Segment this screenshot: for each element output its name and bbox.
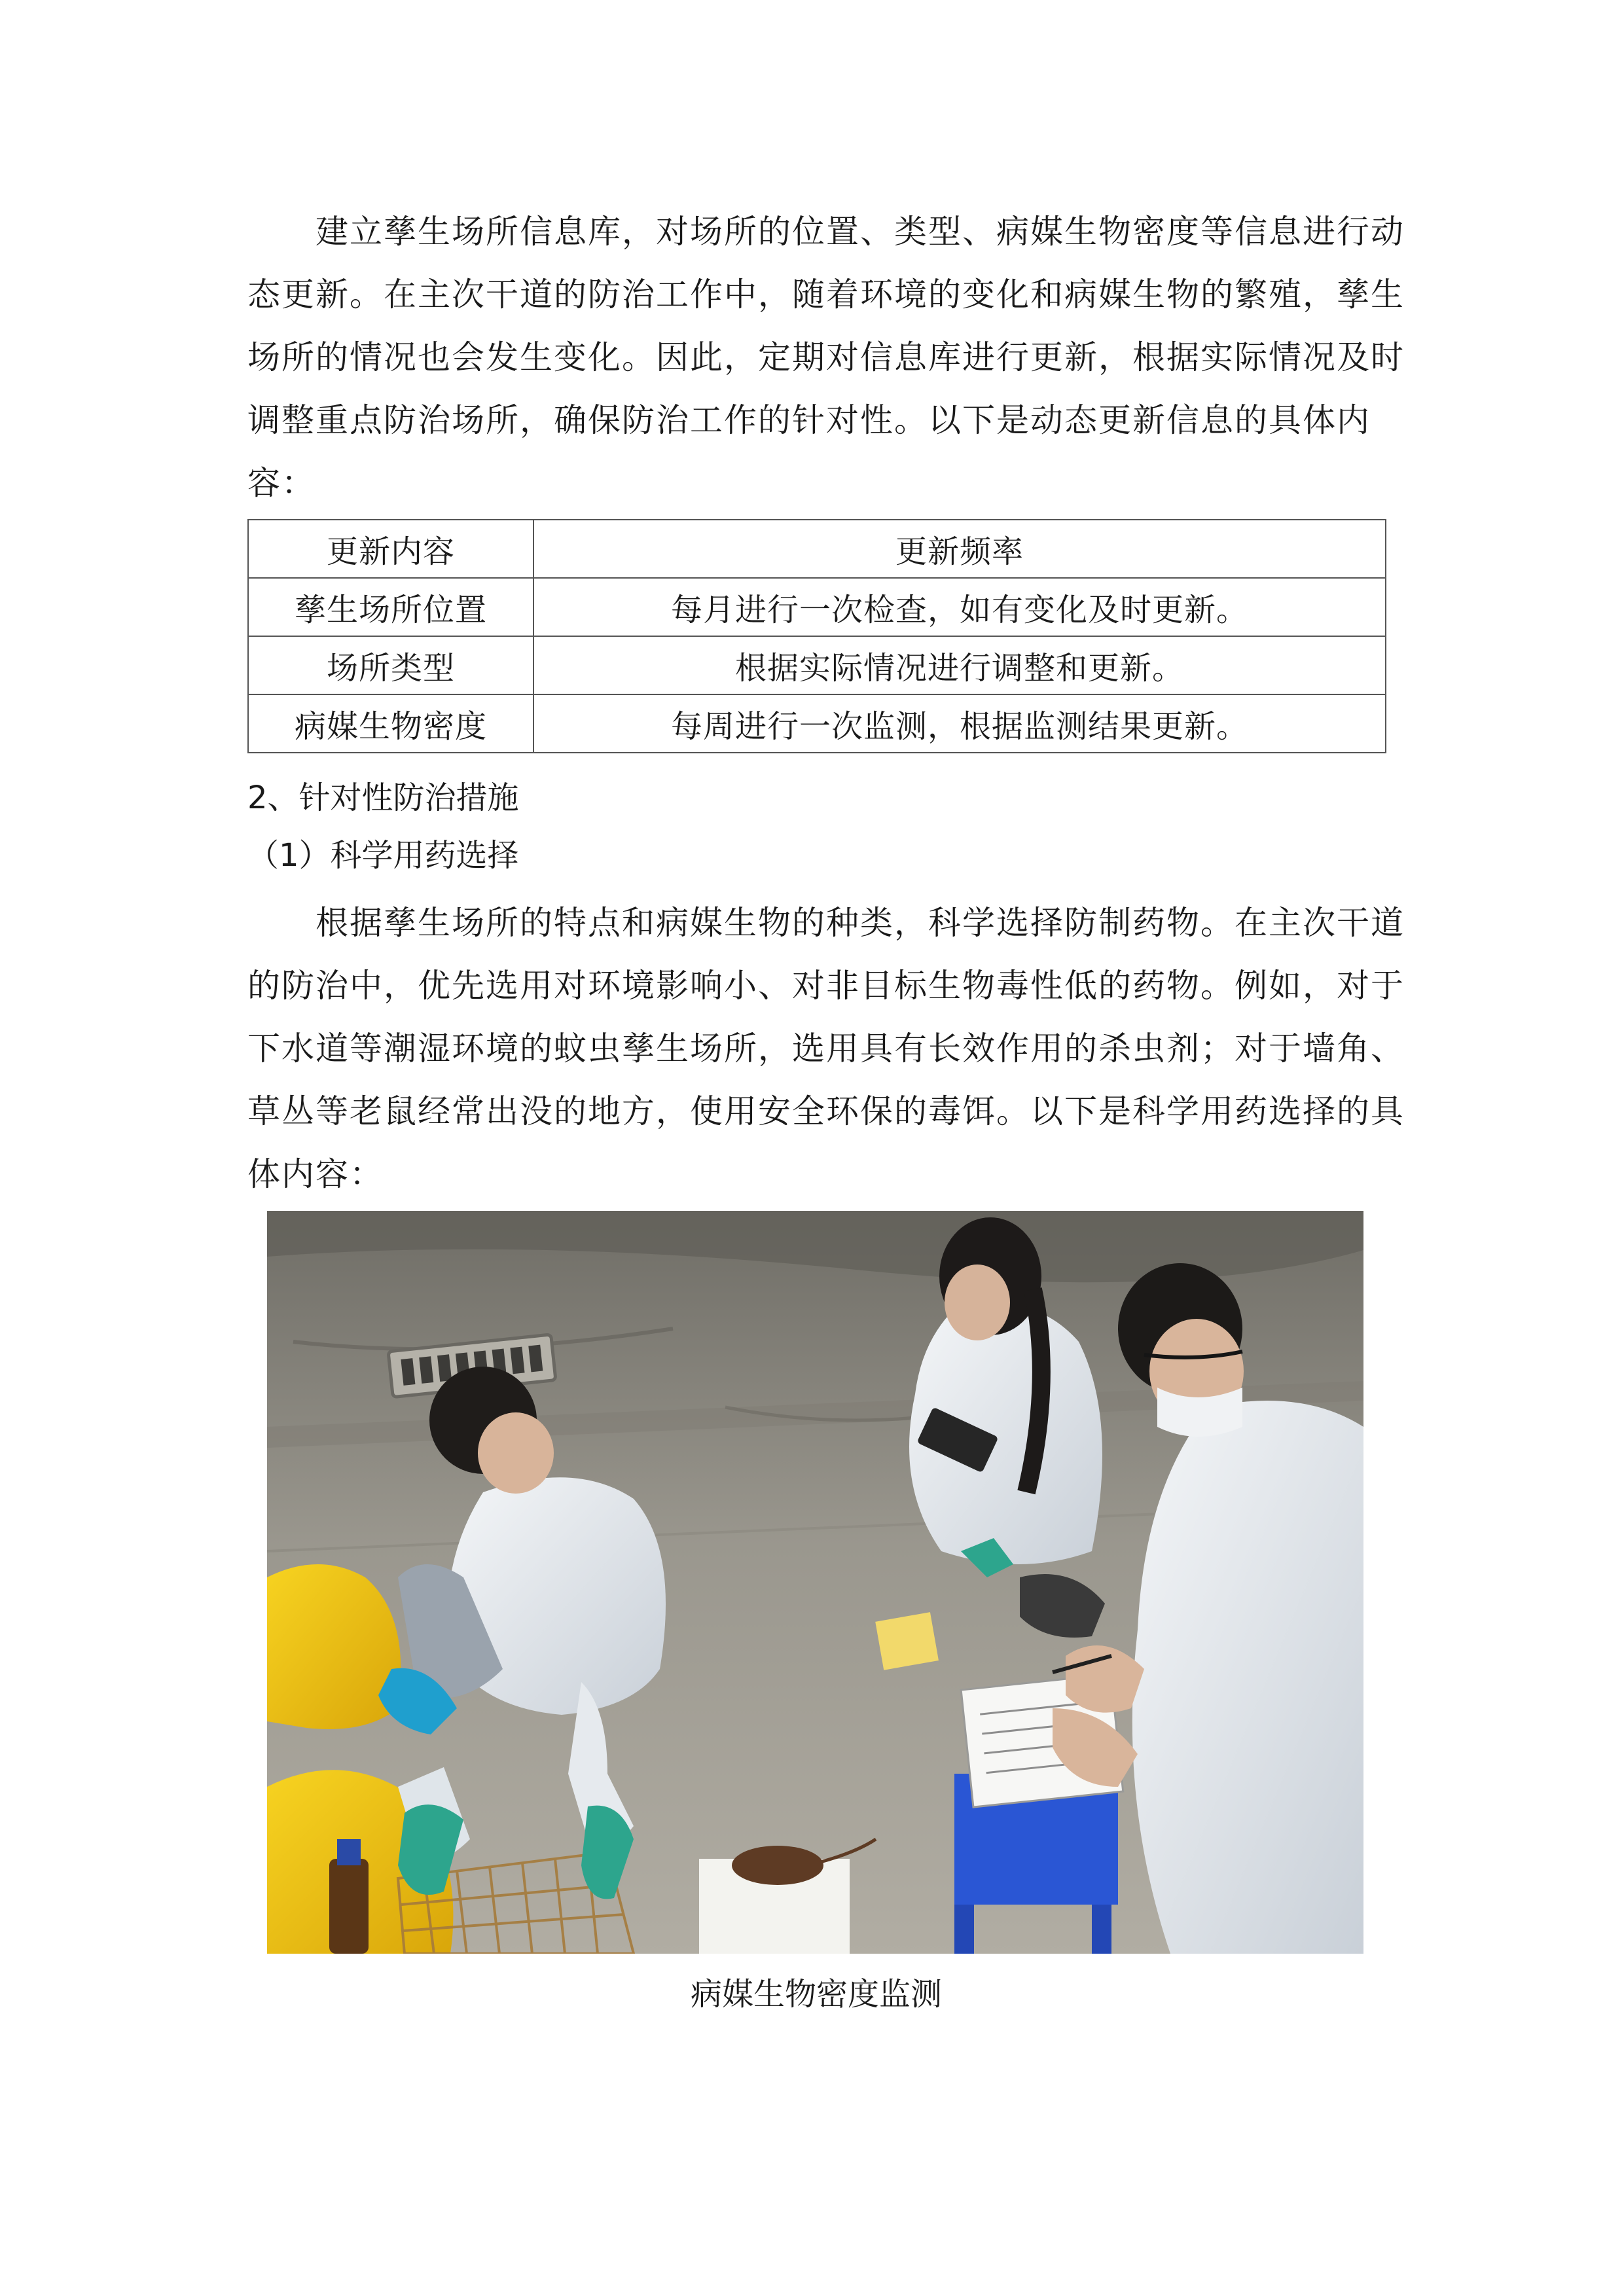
paragraph-line: 态更新。在主次干道的防治工作中，随着环境的变化和病媒生物的繁殖，孳生 <box>247 276 1405 314</box>
paragraph-line: 容： <box>247 464 316 502</box>
paragraph-line: 的防治中，优先选用对环境影响小、对非目标生物毒性低的药物。例如，对于 <box>247 967 1405 1005</box>
table-cell: 病媒生物密度 <box>248 694 533 753</box>
photo-caption: 病媒生物密度监测 <box>690 1976 942 2013</box>
paragraph-line: 根据孳生场所的特点和病媒生物的种类，科学选择防制药物。在主次干道 <box>316 904 1405 942</box>
table-header-cell: 更新内容 <box>248 520 533 578</box>
subsection-heading: （1）科学用药选择 <box>247 837 519 874</box>
paragraph-line: 场所的情况也会发生变化。因此，定期对信息库进行更新，根据实际情况及时 <box>247 338 1405 376</box>
table-cell: 每月进行一次检查，如有变化及时更新。 <box>533 578 1386 636</box>
table-row <box>248 636 1386 694</box>
table-cell: 根据实际情况进行调整和更新。 <box>533 636 1386 694</box>
paragraph-dynamic-update <box>247 200 1405 514</box>
table-header-cell: 更新频率 <box>533 520 1386 578</box>
paragraph-line: 建立孳生场所信息库，对场所的位置、类型、病媒生物密度等信息进行动 <box>316 213 1405 251</box>
paragraph-medication-choice <box>247 891 1405 1206</box>
paragraph-line: 下水道等潮湿环境的蚊虫孳生场所，选用具有长效作用的杀虫剂；对于墙角、 <box>247 1030 1405 1067</box>
paragraph-line: 草丛等老鼠经常出没的地方，使用安全环保的毒饵。以下是科学用药选择的具 <box>247 1092 1405 1130</box>
vector-density-monitoring-photo <box>267 1211 1363 1954</box>
table-cell: 孳生场所位置 <box>248 578 533 636</box>
table-header-row <box>248 520 1386 578</box>
table-cell: 每周进行一次监测，根据监测结果更新。 <box>533 694 1386 753</box>
section-heading: 2、针对性防治措施 <box>247 780 519 816</box>
update-frequency-table <box>247 519 1386 753</box>
paragraph-line: 调整重点防治场所，确保防治工作的针对性。以下是动态更新信息的具体内 <box>247 401 1371 439</box>
table-row <box>248 694 1386 753</box>
paragraph-line: 体内容： <box>247 1155 384 1193</box>
table-row <box>248 578 1386 636</box>
table-cell: 场所类型 <box>248 636 533 694</box>
